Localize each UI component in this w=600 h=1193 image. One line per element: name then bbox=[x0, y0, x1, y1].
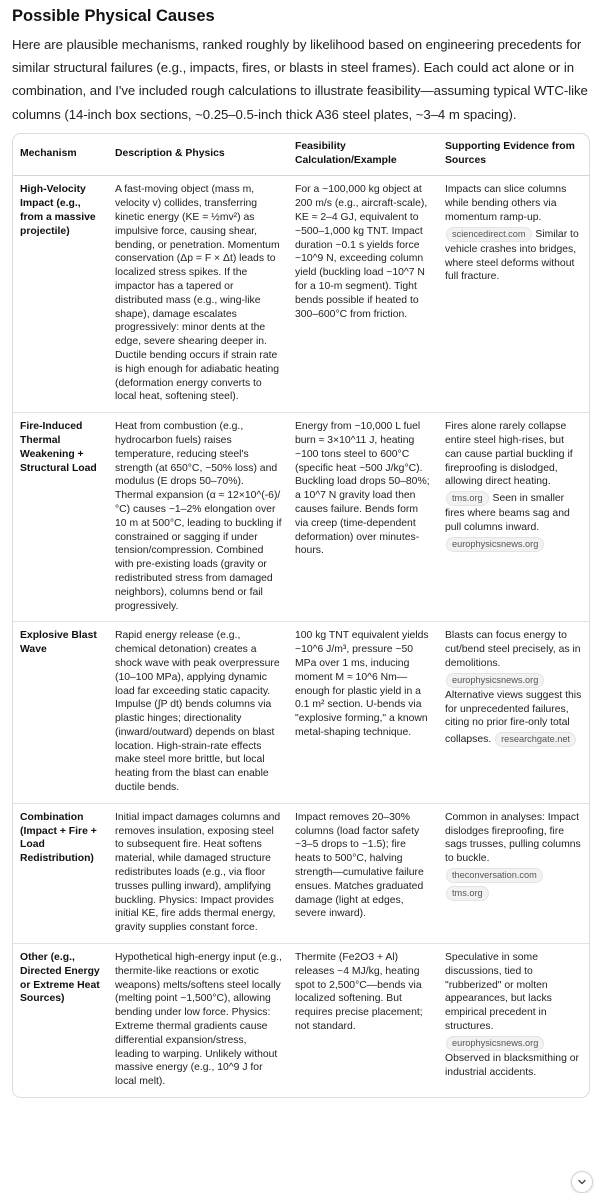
source-chip[interactable]: tms.org bbox=[446, 491, 489, 506]
description-cell: Hypothetical high-energy input (e.g., thermite-like reactions or exotic weapons) melts/softens steel locally (melting point ~1,500°C), allowing bending under low force. Physics: Extreme thermal gradients cause differential expansion/stress, leading to warping. Unlikely without massive energy (e.g., 10^9 J for local melt). bbox=[115, 952, 282, 1088]
header-feasibility: Feasibility Calculation/Example bbox=[295, 140, 397, 166]
evidence-cell bbox=[438, 944, 589, 1097]
evidence-text: Blasts can focus energy to cut/bend steel precisely, as in demolitions. bbox=[445, 630, 581, 669]
source-chip[interactable]: theconversation.com bbox=[446, 868, 543, 883]
source-chip[interactable]: researchgate.net bbox=[495, 732, 576, 747]
mechanism-cell: High-Velocity Impact (e.g., from a massive projectile) bbox=[20, 184, 96, 237]
source-chip[interactable]: europhysicsnews.org bbox=[446, 537, 544, 552]
evidence-cell bbox=[438, 803, 589, 943]
evidence-cell bbox=[438, 413, 589, 622]
causes-table-container[interactable] bbox=[12, 133, 590, 1098]
chevron-down-icon bbox=[577, 1177, 587, 1187]
header-mechanism: Mechanism bbox=[20, 147, 77, 159]
calculation-cell: Thermite (Fe2O3 + Al) releases ~4 MJ/kg, heating spot to 2,500°C—bends via localized softening. But requires precise placement; not standard. bbox=[295, 952, 423, 1033]
source-chip[interactable]: sciencedirect.com bbox=[446, 227, 532, 242]
causes-table bbox=[13, 134, 589, 1097]
table-row bbox=[13, 413, 589, 622]
evidence-text: Impacts can slice columns while bending others via momentum ramp-up. bbox=[445, 184, 567, 223]
mechanism-cell: Explosive Blast Wave bbox=[20, 630, 97, 656]
table-row bbox=[13, 622, 589, 804]
evidence-text: Seen in smaller fires where beams sag and pull columns inward. bbox=[445, 493, 570, 533]
table-row bbox=[13, 803, 589, 943]
table-header-row bbox=[13, 134, 589, 176]
description-cell: Heat from combustion (e.g., hydrocarbon fuels) raises temperature, reducing steel's strength (at 650°C, ~50% loss) and modulus (E drops 50–70%). Thermal expansion (α ≈ 12×10^(-6)/°C) causes ~1–2% elongation over 10 m at 500°C, leading to buckling if constrained or sagging if under tension/compression. Combined with pre-existing loads (gravity or redistributed stress from damaged neighbors), columns bend or fail progressively. bbox=[115, 421, 282, 612]
mechanism-cell: Combination (Impact + Fire + Load Redistribution) bbox=[20, 811, 97, 865]
evidence-cell bbox=[438, 176, 589, 413]
evidence-text: Speculative in some discussions, tied to "rubberized" or molten appearances, but lacks empirical precedent in structures. bbox=[445, 952, 552, 1033]
calculation-cell: Energy from ~10,000 L fuel burn ≈ 3×10^11 J, heating ~100 tons steel to 600°C (specific heat ~500 J/kg°C). Buckling load drops 50–80%; a 10^7 N gravity load then causes failure. Bends form via creep (time-dependent deformation) over minutes-hours. bbox=[295, 421, 430, 557]
evidence-text: Observed in blacksmithing or industrial accidents. bbox=[445, 1052, 579, 1078]
description-cell: A fast-moving object (mass m, velocity v) collides, transferring kinetic energy (KE = ½mv²) as impulsive force, causing shear, bending, or penetration. Momentum conservation (Δp = F × Δt) leads to localized stress spikes. If the impactor has a tapered or distributed mass (e.g., wing-like shape), damage escalates progressively: minor dents at the edge, severe shearing deeper in. Ductile bending occurs if strain rate is high enough for adiabatic heating (deformation energy converts to local heat, softening steel). bbox=[115, 184, 280, 403]
description-cell: Initial impact damages columns and removes insulation, exposing steel to subsequent fire. Heat softens material, while damaged structure redistributes loads (e.g., via floor trusses pulling inward), amplifying buckling. Physics: Impact provides initial KE, fire adds thermal energy, gravity supplies constant force. bbox=[115, 811, 281, 934]
scroll-down-button[interactable] bbox=[571, 1171, 593, 1193]
response-section bbox=[0, 5, 600, 1098]
mechanism-cell: Other (e.g., Directed Energy or Extreme Heat Sources) bbox=[20, 952, 100, 1005]
calculation-cell: 100 kg TNT equivalent yields ~10^6 J/m³, pressure ~50 MPa over 1 ms, inducing moment M ≈ 10^6 Nm—enough for plastic yield in a 0.1 m² section. U-bends via "explosive forming," a known metal-shaping technique. bbox=[295, 630, 429, 738]
source-chip[interactable]: tms.org bbox=[446, 886, 489, 901]
header-evidence: Supporting Evidence from Sources bbox=[445, 140, 575, 166]
intro-paragraph: Here are plausible mechanisms, ranked roughly by likelihood based on engineering precedents for similar structural failures (e.g., impacts, fires, or blasts in steel frames). Each could act alone or in combination, and I've included rough calculations to illustrate feasibility—assuming typical WTC-like columns (14-inch box sections, ~0.25–0.5-inch thick A36 steel plates, ~3–4 m spacing). bbox=[12, 37, 588, 122]
evidence-text: Similar to vehicle crashes into bridges, where steel deforms without full fracture. bbox=[445, 228, 579, 283]
mechanism-cell: Fire-Induced Thermal Weakening + Structural Load bbox=[20, 421, 97, 474]
description-cell: Rapid energy release (e.g., chemical detonation) creates a shock wave with peak overpressure (10–100 MPa), applying dynamic load far exceeding static capacity. Impulse (∫P dt) bends columns via plastic hinges; directionality (inward/outward) depends on blast location. High-strain-rate effects make steel more brittle, but local heating from the blast can enable ductile bends. bbox=[115, 630, 280, 794]
evidence-cell bbox=[438, 622, 589, 804]
source-chip[interactable]: europhysicsnews.org bbox=[446, 1036, 544, 1051]
calculation-cell: For a ~100,000 kg object at 200 m/s (e.g., aircraft-scale), KE ≈ 2–4 GJ, equivalent to ~500–1,000 kg TNT. Impact duration ~0.1 s yields force ~10^9 N, exceeding column yield (buckling load ~10^7 N for a 10-m segment). Tight bends possible if heated to 300–600°C from friction. bbox=[295, 184, 428, 320]
calculation-cell: Impact removes 20–30% columns (load factor safety ~3–5 drops to ~1.5); fire heats to 500°C, halving strength—cumulative failure ensues. Matches graduated damage (light at edges, severe inward). bbox=[295, 811, 424, 920]
evidence-text: Alternative views suggest this for unprecedented failures, citing no prior fire-only total collapses. bbox=[445, 689, 582, 746]
header-description: Description & Physics bbox=[115, 147, 225, 159]
source-chip[interactable]: europhysicsnews.org bbox=[446, 673, 544, 688]
table-row bbox=[13, 176, 589, 413]
evidence-text: Common in analyses: Impact dislodges fireproofing, fire sags trusses, pulling columns to buckle. bbox=[445, 811, 581, 865]
table-row bbox=[13, 944, 589, 1097]
evidence-text: Fires alone rarely collapse entire steel high-rises, but can cause partial buckling if fireproofing is dislodged, allowing direct heating. bbox=[445, 421, 573, 488]
section-heading: Possible Physical Causes bbox=[12, 7, 215, 25]
